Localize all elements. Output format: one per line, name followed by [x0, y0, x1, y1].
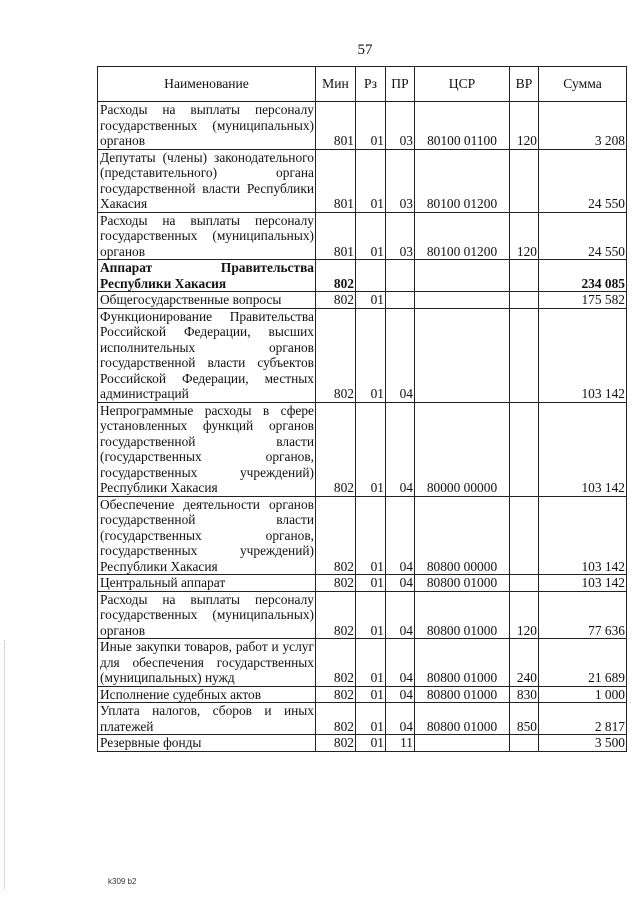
cell-csr: 80800 01000	[415, 639, 510, 687]
cell-pr: 04	[386, 496, 415, 575]
cell-vr	[510, 292, 539, 309]
table-row	[98, 292, 627, 309]
cell-min: 802	[316, 402, 356, 496]
cell-rz: 01	[356, 703, 386, 735]
cell-pr: 04	[386, 639, 415, 687]
cell-vr: 120	[510, 591, 539, 639]
cell-rz: 01	[356, 496, 386, 575]
cell-vr: 240	[510, 639, 539, 687]
cell-pr: 04	[386, 591, 415, 639]
cell-rz: 01	[356, 639, 386, 687]
cell-min: 802	[316, 686, 356, 703]
cell-csr: 80000 00000	[415, 402, 510, 496]
cell-vr	[510, 402, 539, 496]
cell-name: Депутаты (члены) законодательного (представительного) органа государственной власти Республики Хакасия	[98, 149, 316, 212]
cell-min: 802	[316, 639, 356, 687]
cell-name: Расходы на выплаты персоналу государственных (муниципальных) органов	[98, 212, 316, 260]
cell-min: 802	[316, 496, 356, 575]
table-row	[98, 639, 627, 687]
table-row	[98, 575, 627, 592]
cell-sum: 77 636	[539, 591, 627, 639]
cell-rz	[356, 260, 386, 292]
cell-pr: 04	[386, 575, 415, 592]
cell-csr: 80800 01000	[415, 703, 510, 735]
cell-min: 801	[316, 212, 356, 260]
table-row	[98, 591, 627, 639]
header-pr: ПР	[386, 67, 415, 102]
header-min: Мин	[316, 67, 356, 102]
cell-csr	[415, 308, 510, 402]
cell-sum: 24 550	[539, 212, 627, 260]
cell-sum: 3 500	[539, 735, 627, 752]
cell-sum: 21 689	[539, 639, 627, 687]
cell-min: 801	[316, 102, 356, 150]
table-row	[98, 686, 627, 703]
header-sum: Сумма	[539, 67, 627, 102]
cell-rz: 01	[356, 575, 386, 592]
cell-min: 802	[316, 591, 356, 639]
cell-sum: 24 550	[539, 149, 627, 212]
table-row	[98, 212, 627, 260]
cell-csr: 80800 01000	[415, 686, 510, 703]
header-csr: ЦСР	[415, 67, 510, 102]
cell-sum: 3 208	[539, 102, 627, 150]
cell-name: Исполнение судебных актов	[98, 686, 316, 703]
cell-vr: 120	[510, 212, 539, 260]
table-body	[98, 102, 627, 752]
cell-pr: 04	[386, 703, 415, 735]
table-row	[98, 496, 627, 575]
cell-name: Уплата налогов, сборов и иных платежей	[98, 703, 316, 735]
cell-name: Иные закупки товаров, работ и услуг для обеспечения государственных (муниципальных) нужд	[98, 639, 316, 687]
table-row	[98, 308, 627, 402]
cell-sum: 175 582	[539, 292, 627, 309]
cell-csr: 80100 01200	[415, 212, 510, 260]
cell-csr	[415, 292, 510, 309]
table-row	[98, 102, 627, 150]
cell-rz: 01	[356, 149, 386, 212]
cell-name: Резервные фонды	[98, 735, 316, 752]
scan-margin-mark	[4, 640, 6, 890]
cell-vr: 120	[510, 102, 539, 150]
cell-csr: 80800 00000	[415, 496, 510, 575]
table-row	[98, 402, 627, 496]
cell-csr	[415, 260, 510, 292]
cell-name: Обеспечение деятельности органов государственной власти (государственных органов, государственных учреждений) Республики Хакасия	[98, 496, 316, 575]
cell-pr: 11	[386, 735, 415, 752]
table-row	[98, 703, 627, 735]
cell-min: 802	[316, 575, 356, 592]
cell-sum: 234 085	[539, 260, 627, 292]
cell-rz: 01	[356, 308, 386, 402]
cell-min: 802	[316, 260, 356, 292]
cell-rz: 01	[356, 402, 386, 496]
cell-rz: 01	[356, 686, 386, 703]
cell-vr	[510, 735, 539, 752]
cell-name: Расходы на выплаты персоналу государственных (муниципальных) органов	[98, 591, 316, 639]
table-row	[98, 735, 627, 752]
table-row	[98, 149, 627, 212]
cell-sum: 2 817	[539, 703, 627, 735]
cell-min: 802	[316, 703, 356, 735]
cell-rz: 01	[356, 292, 386, 309]
cell-name: Аппарат Правительства Республики Хакасия	[98, 260, 316, 292]
cell-vr	[510, 308, 539, 402]
cell-pr: 03	[386, 102, 415, 150]
cell-min: 802	[316, 735, 356, 752]
cell-csr	[415, 735, 510, 752]
header-rz: Рз	[356, 67, 386, 102]
budget-table	[97, 66, 627, 752]
table-row	[98, 260, 627, 292]
cell-csr: 80800 01000	[415, 591, 510, 639]
page-number: 57	[357, 42, 373, 58]
cell-min: 802	[316, 292, 356, 309]
cell-csr: 80800 01000	[415, 575, 510, 592]
cell-name: Центральный аппарат	[98, 575, 316, 592]
cell-min: 801	[316, 149, 356, 212]
cell-name: Расходы на выплаты персоналу государственных (муниципальных) органов	[98, 102, 316, 150]
cell-pr: 03	[386, 212, 415, 260]
cell-pr	[386, 292, 415, 309]
cell-vr	[510, 260, 539, 292]
cell-vr	[510, 496, 539, 575]
cell-rz: 01	[356, 212, 386, 260]
cell-name: Функционирование Правительства Российской Федерации, высших исполнительных органов государственной власти субъектов Российской Федерации, местных администраций	[98, 308, 316, 402]
cell-sum: 103 142	[539, 402, 627, 496]
cell-name: Общегосударственные вопросы	[98, 292, 316, 309]
cell-pr: 04	[386, 308, 415, 402]
cell-sum: 103 142	[539, 575, 627, 592]
cell-pr: 04	[386, 402, 415, 496]
cell-vr	[510, 575, 539, 592]
cell-rz: 01	[356, 591, 386, 639]
cell-vr: 850	[510, 703, 539, 735]
cell-rz: 01	[356, 102, 386, 150]
cell-sum: 1 000	[539, 686, 627, 703]
cell-pr	[386, 260, 415, 292]
table-header-row	[98, 67, 627, 102]
footer-code: k309 b2	[108, 877, 137, 886]
cell-pr: 04	[386, 686, 415, 703]
header-vr: ВР	[510, 67, 539, 102]
header-name: Наименование	[98, 67, 316, 102]
cell-vr: 830	[510, 686, 539, 703]
cell-sum: 103 142	[539, 496, 627, 575]
cell-vr	[510, 149, 539, 212]
cell-csr: 80100 01100	[415, 102, 510, 150]
cell-name: Непрограммные расходы в сфере установленных функций органов государственной власти (государственных органов, государственных учреждений) Республики Хакасия	[98, 402, 316, 496]
cell-min: 802	[316, 308, 356, 402]
cell-rz: 01	[356, 735, 386, 752]
cell-csr: 80100 01200	[415, 149, 510, 212]
cell-pr: 03	[386, 149, 415, 212]
cell-sum: 103 142	[539, 308, 627, 402]
